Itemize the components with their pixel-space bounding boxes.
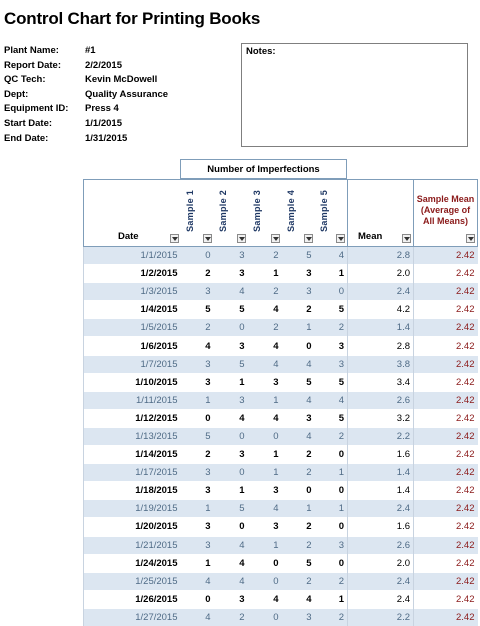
table-row (84, 554, 478, 572)
sample-4-cell[interactable]: 4 (282, 427, 315, 445)
date-cell[interactable]: 1/27/2015 (84, 608, 181, 626)
sample-mean-cell[interactable]: 2.42 (414, 247, 478, 265)
sample-1-cell[interactable]: 3 (181, 482, 214, 500)
mean-cell[interactable]: 2.0 (348, 265, 414, 283)
sample-3-cell[interactable]: 4 (248, 590, 282, 608)
notes-box[interactable] (241, 43, 468, 147)
table-row (84, 518, 478, 536)
column-header-label: Sample 2 (217, 190, 228, 232)
filter-dropdown-icon[interactable] (336, 234, 345, 243)
info-label: Start Date: (4, 117, 53, 129)
sample-mean-cell[interactable]: 2.42 (414, 482, 478, 500)
sample-5-cell[interactable]: 0 (315, 518, 348, 536)
sample-4-cell[interactable]: 2 (282, 518, 315, 536)
table-row (84, 608, 478, 626)
filter-dropdown-icon[interactable] (402, 234, 411, 243)
sample-4-cell[interactable]: 5 (282, 373, 315, 391)
sample-mean-cell[interactable]: 2.42 (414, 283, 478, 301)
filter-dropdown-icon[interactable] (466, 234, 475, 243)
sample-5-cell[interactable]: 0 (315, 283, 348, 301)
sample-1-cell[interactable]: 3 (181, 536, 214, 554)
sample-5-cell[interactable]: 2 (315, 319, 348, 337)
sample-5-cell[interactable]: 0 (315, 446, 348, 464)
sample-5-cell[interactable]: 1 (315, 500, 348, 518)
date-cell[interactable]: 1/10/2015 (84, 373, 181, 391)
sample-4-cell[interactable]: 2 (282, 536, 315, 554)
sample-4-cell[interactable]: 1 (282, 500, 315, 518)
sample-3-cell[interactable]: 0 (248, 608, 282, 626)
mean-cell[interactable]: 3.8 (348, 355, 414, 373)
sample-1-cell[interactable]: 2 (181, 265, 214, 283)
info-value[interactable]: 1/31/2015 (85, 132, 128, 144)
column-header-label: Date (118, 231, 139, 242)
info-row-qc-tech (4, 73, 168, 88)
sample-1-cell[interactable]: 3 (181, 373, 214, 391)
sample-2-cell[interactable]: 4 (214, 283, 248, 301)
sample-2-cell[interactable]: 5 (214, 500, 248, 518)
sample-2-cell[interactable]: 3 (214, 590, 248, 608)
sample-1-cell[interactable]: 3 (181, 283, 214, 301)
sample-2-cell[interactable]: 0 (214, 518, 248, 536)
sample-3-cell[interactable]: 2 (248, 319, 282, 337)
date-cell[interactable]: 1/19/2015 (84, 500, 181, 518)
table-row (84, 391, 478, 409)
date-cell[interactable]: 1/2/2015 (84, 265, 181, 283)
sample-mean-cell[interactable]: 2.42 (414, 518, 478, 536)
page-title: Control Chart for Printing Books (4, 9, 261, 28)
sample-3-cell[interactable]: 4 (248, 409, 282, 427)
mean-cell[interactable]: 4.2 (348, 301, 414, 319)
date-cell[interactable]: 1/17/2015 (84, 464, 181, 482)
sample-mean-cell[interactable]: 2.42 (414, 500, 478, 518)
sample-mean-cell[interactable]: 2.42 (414, 554, 478, 572)
control-chart-table-container (83, 179, 478, 626)
mean-cell[interactable]: 3.4 (348, 373, 414, 391)
table-row (84, 572, 478, 590)
sample-1-cell[interactable]: 0 (181, 247, 214, 265)
sample-2-cell[interactable]: 4 (214, 554, 248, 572)
table-row (84, 355, 478, 373)
column-header-sample-5 (315, 180, 348, 247)
sample-3-cell[interactable]: 4 (248, 337, 282, 355)
sample-5-cell[interactable]: 1 (315, 590, 348, 608)
date-cell[interactable]: 1/21/2015 (84, 536, 181, 554)
sample-2-cell[interactable]: 2 (214, 608, 248, 626)
date-cell[interactable]: 1/1/2015 (84, 247, 181, 265)
sample-3-cell[interactable]: 4 (248, 301, 282, 319)
sample-2-cell[interactable]: 0 (214, 427, 248, 445)
sample-5-cell[interactable]: 3 (315, 337, 348, 355)
table-row (84, 427, 478, 445)
table-body (84, 247, 478, 626)
sample-3-cell[interactable]: 4 (248, 500, 282, 518)
sample-4-cell[interactable]: 2 (282, 572, 315, 590)
sample-4-cell[interactable]: 3 (282, 409, 315, 427)
mean-cell[interactable]: 1.6 (348, 518, 414, 536)
info-label: Dept: (4, 88, 29, 100)
sample-3-cell[interactable]: 4 (248, 355, 282, 373)
date-cell[interactable]: 1/4/2015 (84, 301, 181, 319)
info-row-plant-name (4, 44, 168, 59)
sample-mean-cell[interactable]: 2.42 (414, 337, 478, 355)
table-row (84, 247, 478, 265)
sample-3-cell[interactable]: 0 (248, 427, 282, 445)
column-header-sample-2 (214, 180, 248, 247)
column-header-sample-4 (282, 180, 315, 247)
sample-5-cell[interactable]: 4 (315, 247, 348, 265)
sample-4-cell[interactable]: 2 (282, 301, 315, 319)
sample-mean-cell[interactable]: 2.42 (414, 464, 478, 482)
info-row-report-date (4, 59, 168, 74)
sample-1-cell[interactable]: 4 (181, 608, 214, 626)
sample-2-cell[interactable]: 4 (214, 536, 248, 554)
info-label: QC Tech: (4, 74, 46, 86)
sample-1-cell[interactable]: 5 (181, 427, 214, 445)
sample-2-cell[interactable]: 4 (214, 572, 248, 590)
column-header-date (84, 180, 181, 247)
info-row-dept (4, 88, 168, 103)
table-row (84, 464, 478, 482)
filter-dropdown-icon[interactable] (170, 234, 179, 243)
table-row (84, 283, 478, 301)
date-cell[interactable]: 1/14/2015 (84, 446, 181, 464)
sample-mean-cell[interactable]: 2.42 (414, 590, 478, 608)
date-cell[interactable]: 1/26/2015 (84, 590, 181, 608)
date-cell[interactable]: 1/24/2015 (84, 554, 181, 572)
control-chart-table (83, 179, 478, 626)
table-row (84, 500, 478, 518)
sample-4-cell[interactable]: 3 (282, 283, 315, 301)
sample-3-cell[interactable]: 1 (248, 265, 282, 283)
sample-3-cell[interactable]: 2 (248, 247, 282, 265)
sample-5-cell[interactable]: 2 (315, 608, 348, 626)
sample-5-cell[interactable]: 1 (315, 464, 348, 482)
mean-cell[interactable]: 1.4 (348, 319, 414, 337)
column-header-label: Sample 3 (251, 190, 262, 232)
column-header-label: Sample 5 (318, 190, 329, 232)
sample-4-cell[interactable]: 2 (282, 446, 315, 464)
sample-3-cell[interactable]: 1 (248, 536, 282, 554)
sample-2-cell[interactable]: 3 (214, 446, 248, 464)
sample-mean-cell[interactable]: 2.42 (414, 265, 478, 283)
column-header-label: Sample Mean (Average of All Means) (416, 194, 475, 226)
sample-4-cell[interactable]: 4 (282, 391, 315, 409)
info-label: Plant Name: (4, 45, 59, 56)
sample-4-cell[interactable]: 1 (282, 319, 315, 337)
sample-3-cell[interactable]: 2 (248, 283, 282, 301)
table-row (84, 536, 478, 554)
sample-1-cell[interactable]: 1 (181, 554, 214, 572)
sample-2-cell[interactable]: 0 (214, 464, 248, 482)
date-cell[interactable]: 1/18/2015 (84, 482, 181, 500)
sample-1-cell[interactable]: 1 (181, 391, 214, 409)
mean-cell[interactable]: 2.2 (348, 427, 414, 445)
sample-1-cell[interactable]: 1 (181, 500, 214, 518)
table-header-row (84, 180, 478, 247)
mean-cell[interactable]: 2.4 (348, 590, 414, 608)
sample-4-cell[interactable]: 3 (282, 608, 315, 626)
table-row (84, 301, 478, 319)
sample-3-cell[interactable]: 3 (248, 482, 282, 500)
table-row (84, 265, 478, 283)
table-row (84, 590, 478, 608)
sample-5-cell[interactable]: 2 (315, 572, 348, 590)
sample-2-cell[interactable]: 3 (214, 337, 248, 355)
sample-2-cell[interactable]: 1 (214, 482, 248, 500)
column-header-sample-1 (181, 180, 214, 247)
mean-cell[interactable]: 2.4 (348, 572, 414, 590)
sample-1-cell[interactable]: 2 (181, 319, 214, 337)
sample-mean-cell[interactable]: 2.42 (414, 373, 478, 391)
filter-dropdown-icon[interactable] (237, 234, 246, 243)
column-header-sample-mean (414, 180, 478, 247)
info-value[interactable]: Quality Assurance (85, 88, 169, 100)
sample-2-cell[interactable]: 3 (214, 265, 248, 283)
sample-3-cell[interactable]: 1 (248, 464, 282, 482)
report-info (4, 44, 168, 146)
sample-mean-cell[interactable]: 2.42 (414, 572, 478, 590)
column-header-label: Sample 1 (184, 190, 195, 232)
sample-5-cell[interactable]: 0 (315, 554, 348, 572)
mean-cell[interactable]: 2.6 (348, 391, 414, 409)
info-value[interactable]: #1 (85, 45, 96, 56)
table-row (84, 409, 478, 427)
sample-5-cell[interactable]: 5 (315, 373, 348, 391)
sample-5-cell[interactable]: 5 (315, 301, 348, 319)
sample-5-cell[interactable]: 0 (315, 482, 348, 500)
sample-1-cell[interactable]: 0 (181, 409, 214, 427)
sample-3-cell[interactable]: 1 (248, 446, 282, 464)
sample-5-cell[interactable]: 2 (315, 427, 348, 445)
sample-3-cell[interactable]: 0 (248, 572, 282, 590)
sample-mean-cell[interactable]: 2.42 (414, 391, 478, 409)
sample-mean-cell[interactable]: 2.42 (414, 536, 478, 554)
table-row (84, 446, 478, 464)
sample-2-cell[interactable]: 3 (214, 247, 248, 265)
mean-cell[interactable]: 2.4 (348, 500, 414, 518)
info-value[interactable]: Press 4 (85, 103, 119, 115)
sample-5-cell[interactable]: 3 (315, 536, 348, 554)
date-cell[interactable]: 1/3/2015 (84, 283, 181, 301)
sample-5-cell[interactable]: 1 (315, 265, 348, 283)
sample-1-cell[interactable]: 3 (181, 464, 214, 482)
date-cell[interactable]: 1/6/2015 (84, 337, 181, 355)
sample-2-cell[interactable]: 3 (214, 391, 248, 409)
date-cell[interactable]: 1/5/2015 (84, 319, 181, 337)
sample-1-cell[interactable]: 4 (181, 572, 214, 590)
mean-cell[interactable]: 2.2 (348, 608, 414, 626)
sample-5-cell[interactable]: 5 (315, 409, 348, 427)
mean-cell[interactable]: 2.4 (348, 283, 414, 301)
mean-cell[interactable]: 2.8 (348, 247, 414, 265)
mean-cell[interactable]: 2.8 (348, 337, 414, 355)
info-row-end-date (4, 132, 168, 147)
sample-mean-cell[interactable]: 2.42 (414, 427, 478, 445)
date-cell[interactable]: 1/11/2015 (84, 391, 181, 409)
date-cell[interactable]: 1/25/2015 (84, 572, 181, 590)
sample-2-cell[interactable]: 0 (214, 319, 248, 337)
sample-4-cell[interactable]: 0 (282, 337, 315, 355)
notes-label: Notes: (246, 46, 276, 57)
mean-cell[interactable]: 1.6 (348, 446, 414, 464)
column-header-label: Sample 4 (285, 190, 296, 232)
table-row (84, 373, 478, 391)
mean-cell[interactable]: 1.4 (348, 482, 414, 500)
sample-4-cell[interactable]: 0 (282, 482, 315, 500)
table-row (84, 337, 478, 355)
sample-2-cell[interactable]: 5 (214, 301, 248, 319)
sample-3-cell[interactable]: 0 (248, 554, 282, 572)
sample-1-cell[interactable]: 5 (181, 301, 214, 319)
sample-5-cell[interactable]: 4 (315, 391, 348, 409)
sample-mean-cell[interactable]: 2.42 (414, 608, 478, 626)
sample-4-cell[interactable]: 4 (282, 590, 315, 608)
date-cell[interactable]: 1/13/2015 (84, 427, 181, 445)
sample-4-cell[interactable]: 3 (282, 265, 315, 283)
info-value[interactable]: 1/1/2015 (85, 117, 122, 129)
column-header-mean (348, 180, 414, 247)
info-row-equipment-id (4, 102, 168, 117)
sample-1-cell[interactable]: 3 (181, 518, 214, 536)
date-cell[interactable]: 1/7/2015 (84, 355, 181, 373)
sample-4-cell[interactable]: 5 (282, 247, 315, 265)
mean-cell[interactable]: 1.4 (348, 464, 414, 482)
sample-3-cell[interactable]: 1 (248, 391, 282, 409)
sample-1-cell[interactable]: 3 (181, 355, 214, 373)
info-value[interactable]: Kevin McDowell (85, 74, 158, 86)
column-header-label: Mean (358, 231, 383, 242)
sample-4-cell[interactable]: 4 (282, 355, 315, 373)
table-row (84, 319, 478, 337)
date-cell[interactable]: 1/12/2015 (84, 409, 181, 427)
sample-2-cell[interactable]: 5 (214, 355, 248, 373)
sample-2-cell[interactable]: 4 (214, 409, 248, 427)
sample-1-cell[interactable]: 0 (181, 590, 214, 608)
info-label: Report Date: (4, 59, 62, 71)
sample-3-cell[interactable]: 3 (248, 373, 282, 391)
sample-mean-cell[interactable]: 2.42 (414, 319, 478, 337)
info-value[interactable]: 2/2/2015 (85, 59, 122, 71)
info-label: Equipment ID: (4, 103, 69, 115)
filter-dropdown-icon[interactable] (304, 234, 313, 243)
sample-4-cell[interactable]: 5 (282, 554, 315, 572)
sample-4-cell[interactable]: 2 (282, 464, 315, 482)
info-row-start-date (4, 117, 168, 132)
sample-mean-cell[interactable]: 2.42 (414, 446, 478, 464)
mean-cell[interactable]: 3.2 (348, 409, 414, 427)
filter-dropdown-icon[interactable] (271, 234, 280, 243)
sample-1-cell[interactable]: 4 (181, 337, 214, 355)
table-row (84, 482, 478, 500)
mean-cell[interactable]: 2.0 (348, 554, 414, 572)
imperfections-group-header: Number of Imperfections (180, 159, 347, 179)
mean-cell[interactable]: 2.6 (348, 536, 414, 554)
info-label: End Date: (4, 132, 49, 144)
sample-2-cell[interactable]: 1 (214, 373, 248, 391)
date-cell[interactable]: 1/20/2015 (84, 518, 181, 536)
sample-5-cell[interactable]: 3 (315, 355, 348, 373)
column-header-sample-3 (248, 180, 282, 247)
filter-dropdown-icon[interactable] (203, 234, 212, 243)
sample-mean-cell[interactable]: 2.42 (414, 409, 478, 427)
sample-3-cell[interactable]: 3 (248, 518, 282, 536)
sample-1-cell[interactable]: 2 (181, 446, 214, 464)
sample-mean-cell[interactable]: 2.42 (414, 355, 478, 373)
sample-mean-cell[interactable]: 2.42 (414, 301, 478, 319)
